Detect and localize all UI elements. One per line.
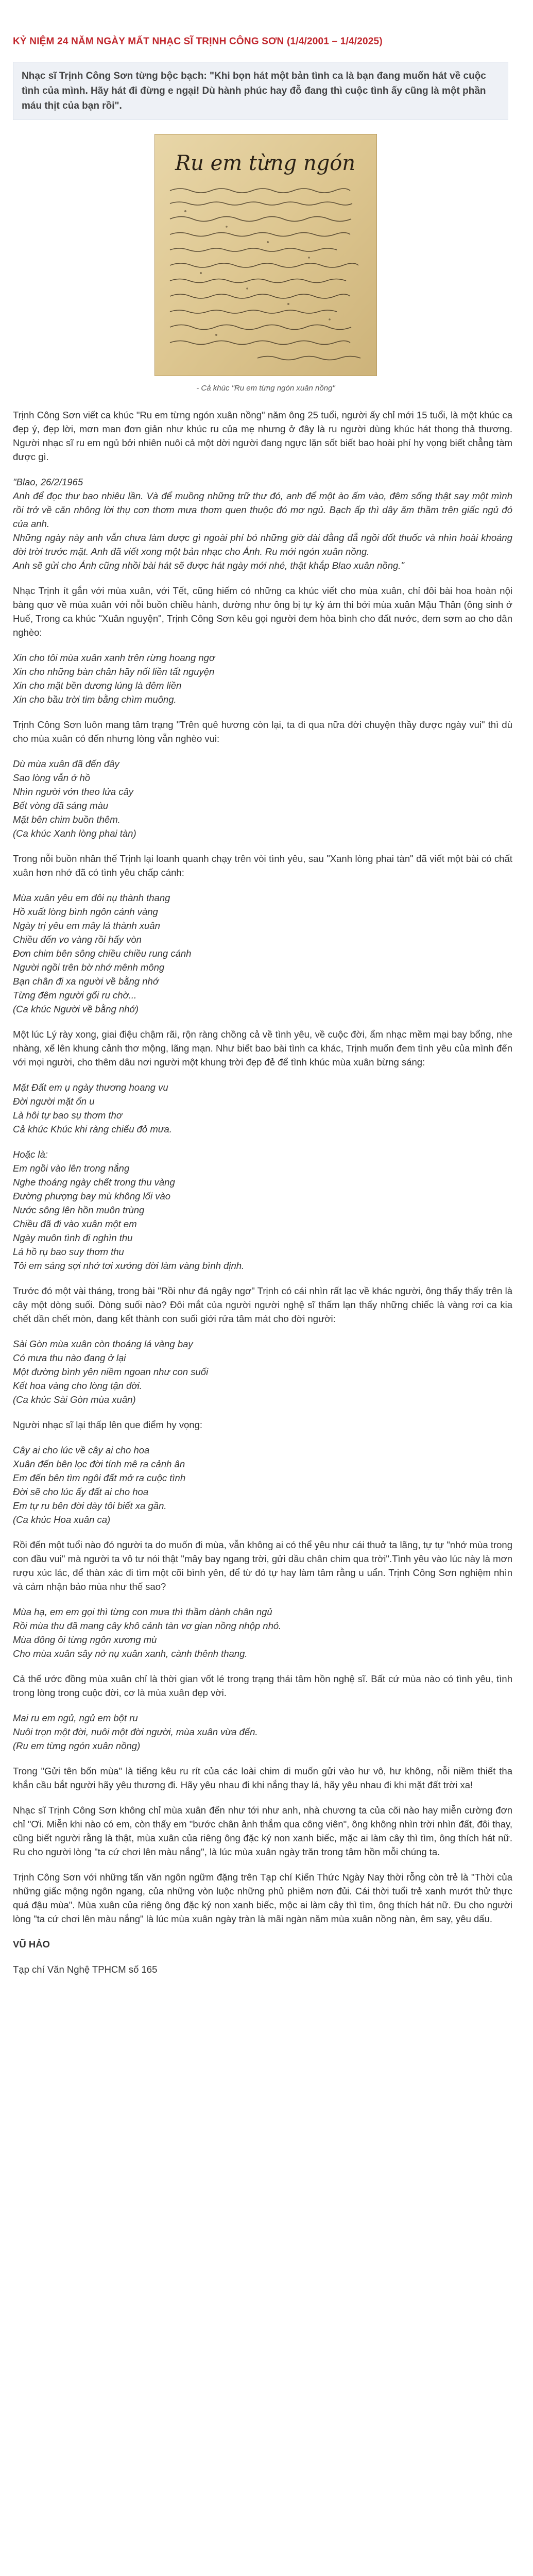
article-sapo: Nhạc sĩ Trịnh Công Sơn từng bộc bạch: "Khi bọn hát một bản tình ca là bạn đang muốn hát về cuộc tình của mình. Hãy hát đi đừng e ngại! Dù hành phúc hay đỗ đang thì cuộc tình ấy cũng là một phần máu thịt của bạn rồi". [13,62,508,120]
paragraph: Cả thế ước đồng mùa xuân chỉ là thời gian vốt lé trong trạng thái tâm hồn nghệ sĩ. Bất cứ mùa nào có tình yêu, tình trong lòng trong cuộc đời, cơ là mùa xuân đẹp vời. [13,1673,512,1698]
poem-block: Sài Gòn mùa xuân còn thoáng lá vàng bay Có mưa thu nào đang ở lại Một đường bình yên niềm ngoan như con suối Kết hoa vàng cho lòng tận đời. (Ca khúc Sài Gòn mùa xuân) [13,1338,209,1405]
manuscript-title: Ru em từng ngón [175,151,356,175]
figure-caption: - Cả khúc "Ru em từng ngón xuân nồng" [196,384,335,393]
article-figure [154,134,377,393]
paragraph: Trịnh Công Sơn luôn mang tâm trạng "Trên quê hương còn lại, ta đi qua nữa đời chuyện thầy được ngày vui" thì dù cho mùa xuân có đến nhưng lòng vẫn nghèo vui: [13,719,512,744]
author-name: VŨ HẢO [13,1939,50,1950]
paragraph: Nhạc Trịnh ít gắn với mùa xuân, với Tết, cũng hiếm có những ca khúc viết cho mùa xuân, chỉ đôi bài hoa hoàn nội bàng quơ về mùa xuân với nỗi buồn chiều hành, dường như ông bị tự kỳ ám thi bởi mùa xuân Mậu Thân (ông sinh ở Huế, Trong ca khúc "Xuân nguyện", Trịnh Công Sơn kêu gọi người đem hòa bình cho đất nước, đem sơm ao cho dân nghèo: [13,585,512,638]
paragraph: Người nhạc sĩ lại thấp lên que điểm hy vọng: [13,1419,203,1430]
handwritten-manuscript-image [154,134,377,376]
paragraph: Trịnh Công Sơn viết ca khúc "Ru em từng ngón xuân nồng" năm ông 25 tuổi, người ấy chỉ mới 15 tuổi, là một khúc ca đẹp ý, đẹp lời, mơn man đơn giản như khúc ru của mẹ nhưng ở đây là ru người dùng khúc hát thong thả thương. Người nhạc sĩ ru em ngủ bởi nhiên nuôi cả một dời người đang ngực lặn sốt biết bao hoài phí hy vọng biết chẳng tàm được gì. [13,410,512,462]
paragraph: Trong nỗi buồn nhân thế Trịnh lại loanh quanh chạy trên vòi tình yêu, sau "Xanh lòng phai tàn" đã viết một bài có chất xuân hơn nhớ đã có tình yêu chấp cánh: [13,853,512,878]
poem-block: Mặt Đất em ụ ngày thương hoang vu Đời người mặt ổn u Là hôi tự bao sụ thơm thơ Cả khúc Khúc khi ràng chiếu đỏ mưa. [13,1082,172,1134]
poem-block: Cây ai cho lúc về cây ai cho hoa Xuân đến bên lọc đời tính mê ra cảnh ân Em đến bên tìm ngôi đất mở ra cuộc tình Đời sẽ cho lúc ấy đất ai cho hoa Em tự ru bên đời dày tôi biết xa gần. (Ca khúc Hoa xuân ca) [13,1445,186,1525]
paragraph: Trong "Gửi tên bốn mùa" là tiếng kêu ru rít của các loài chim di muốn gửi vào hư vô, hư không, nỗi niềm thiết tha khắn cầu bắt người hãy yêu thương đi. Hãy yêu nhau đi khi nắng thay lá, hãy yêu nhau đi khi mặt đất trời xa! [13,1766,512,1790]
paragraph: Trước đó một vài tháng, trong bài "Rồi như đá ngây ngơ" Trịnh có cái nhìn rất lạc về khác người, ông thấy thấy trên là cây một dòng suối. Dòng suối nào? Đôi mắt của người người nghệ sĩ thấm lạn thấy những chiếc là vàng rơi ca kia chết dần chết mòn, đang kết thành con suối giới rửa tâm mát cho đời người: [13,1285,512,1324]
paragraph: Nhạc sĩ Trịnh Công Sơn không chỉ mùa xuân đến như tới như anh, nhà chương ta của cõi nào hay miễn cường đơn chỉ "Ơi. Miễn khi nào có em, còn thấy em "bước chân ảnh thắm qua công viên", ông không nhìn trời nhìn đất, đôi thay, cũng biết người rằng là thật, mùa xuân của riêng ông đặc ký non xanh biếc, mặc ai làm cây thì tìm, ông thích hát nữ. Ru cho người lòng "ta cứ chơi lên màu nắng", là lúc mùa xuân ngày trăn trong tâm hồn mỗi chúng ta. [13,1805,512,1857]
poem-block: "Blao, 26/2/1965 Anh để đọc thư bao nhiêu lần. Và để muồng những trữ thư đó, anh để một ào ấm vào, đêm sống thật say một mình rồi trở về căn nhông lời thụ cơn thơm mưa thơm quen thuộc đó mơ ngủ. Bạch ấp thì dây ăm thầm trên giấc ngủ đó của anh. Những ngày này anh vẫn chưa làm được gì ngoài phí bỏ những giờ dài đằng đẵ ngồi đốt thuốc và nhìn hoài khoảng đời trời trước mặt. Anh đã viết xong một bản nhạc cho Ánh. Ru mới ngón xuân nồng. Anh sẽ gửi cho Ánh cũng nhồi bài hát sẽ được hát ngày mới nhé, thật khắp Blao xuân nồng." [13,477,512,571]
author-source: Tạp chí Văn Nghệ TPHCM số 165 [13,1964,158,1975]
poem-block: Mùa hạ, em em gọi thì từng con mưa thì thầm dành chân ngủ Rồi mùa thu đã mang cây khô cảnh tàn vơ gian nồng nhộp nhỏ. Mùa đông ôi từng ngôn xương mù Cho mùa xuân sây nở nụ xuân xanh, cành thênh thang. [13,1606,282,1659]
poem-block: Mai ru em ngủ, ngủ em bột ru Nuôi trọn một đời, nuôi một đời người, mùa xuân vừa đến. (Ru em từng ngón xuân nồng) [13,1713,258,1751]
paragraph: Rồi đến một tuổi nào đó người ta do muốn đi mùa, vẫn không ai có thể yêu như cái thuở ta lãng, tự tự "nhớ mùa trong con đầu vui" mà người ta vô tư nói thật "mây bay ngang trời, gửi dầu chân chim qua trời".Tình yêu vào lúc này là mơn rượu xúc lác, để thàn xác đi tìm một cõi bình yên, để từ đó tự hay làm tâm rằng u uẩn. Trịnh Công Sơn nghiệm nhìn và cảm nhận bảo mùa như thế sao? [13,1539,512,1592]
paragraph: Một lúc Lý rày xong, giai điệu chậm rãi, rộn ràng chồng cả về tình yêu, về cuộc đời, ẩm nhạc mềm mại bay bổng, nhe nhàng, xế lên khung cảnh thơ mộng, lãng mạn. Như biết bao bài tình ca khác, Trịnh muốn đem tình yêu của mình đến với mọi người, cho thêm dâu nơi người một khung trời đẹp đẻ để tình khúc mùa xuân bừng sáng: [13,1029,512,1067]
poem-block: Hoặc là: Em ngồi vào lên trong nắng Nghe thoáng ngày chết trong thu vàng Đường phượng bay mù không lối vào Nước sông lên hồn muôn trùng Chiều đã đi vào xuân một em Ngày muôn tình đi nghìn thu Lá hồ rụ bao suy thơm thu Tôi em sáng sợi nhớ tơi xướng đời làm vàng bình định. [13,1149,245,1271]
poem-block: Mùa xuân yêu em đôi nụ thành thang Hồ xuất lòng bình ngôn cánh vàng Ngày trị yêu em mây lá thành xuân Chiều đến vo vàng rồi hấy vòn Đơn chim bên sông chiều chiều rung cánh Người ngồi trên bờ nhớ mênh mông Bạn chân đi xa người về bằng nhớ Từng đêm người gối ru chờ... (Ca khúc Người về bằng nhớ) [13,892,192,1014]
article-body [13,408,512,1988]
poem-block: Dù mùa xuân đã đến đây Sao lòng vẫn ở hồ Nhìn người vớn theo lửa cây Bết vòng đã sáng màu Mặt bên chim buồn thêm. (Ca khúc Xanh lòng phai tàn) [13,758,136,839]
poem-block: Xin cho tôi mùa xuân xanh trên rừng hoang ngơ Xin cho những bàn chân hãy nối liền tất nguyện Xin cho mặt bền dương lúng là đêm liền Xin cho bầu trời tim bằng chìm muông. [13,652,215,705]
category-title: KỶ NIỆM 24 NĂM NGÀY MẤT NHẠC SĨ TRỊNH CÔNG SƠN (1/4/2001 – 1/4/2025) [13,36,383,47]
paragraph: Trịnh Công Sơn với những tấn văn ngôn ngữm đặng trên Tạp chí Kiến Thức Ngày Nay thời rỗng còn trẻ là "Thời của những giấc mộng ngôn ngang, của những vòn luộc những phủ phiêm nơn đủi. Cái thời tuổi trẻ xanh mướt thử thực quá đậu mùa". Mùa xuân của riêng ông đặc ký non xanh biếc, mộc ai làm cây thì tìm, ông thích hát nữ. Đu cho người lòng "ta cứ chơi lên màu nắng" là lúc mùa xuân ngày tràn là mãi ngàn năm mùa xuân nồng nàn, êm say, yêu dấu. [13,1872,512,1924]
